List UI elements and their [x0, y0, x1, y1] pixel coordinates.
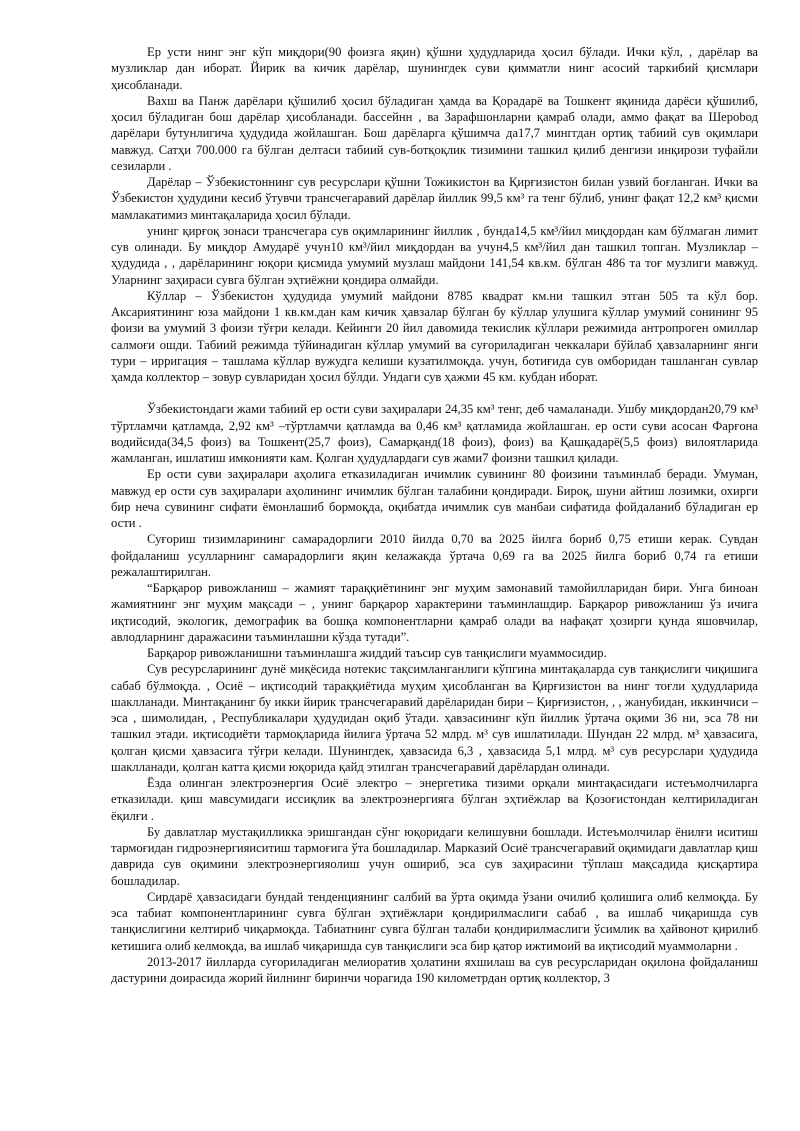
paragraph-main-rivers: Вахш ва Панж дарёлари қўшилиб ҳосил бўладиган ҳамда ва Қорадарё ва Тошкент яқинида дарёси қўшилиб, ҳосил бўладиган бош дарёлар ҳисобланади. бассейнн , ва Зарафшонларни қамраб олади, аммо фақат ва Шерobод дарёлари бутунлигича ҳудудида жойлашган. Бош дарёларга қўшимча да17,7 минггдан ортиқ табиий сув оқимлари мавжуд. Сатҳи 700.000 га бўлган делтаси табиий сув-ботқоқлик тизимини ташкил қилиб денгизи инқирози туфайли сезиларли .	[111, 93, 758, 173]
paragraph-energy-system: Ёзда олинган электроэнергия Осиё электро – энергетика тизими орқали минтақасидаги истеъмолчиларга етказилади. қиш мавсумидаги иссиқлик ва электроэнергияга бўлган эҳтиёжлар ва Қозоғистондан келтириладиган ёқилғи .	[111, 776, 758, 823]
section-groundwater	[111, 401, 758, 986]
paragraph-transboundary-rivers: Дарёлар – Ўзбекистоннинг сув ресурслари қўшни Тожикистон ва Қирғизистон билан узвий боғланган. Ички ва Ўзбекистон ҳудудини кесиб ўтувчи трансчегаравий дарёлар йиллик 99,5 км³ га тенг бўлиб, унинг фақат 12,2 км³ қисми мамлакатимиз минтақаларида ҳосил бўлади.	[111, 175, 758, 222]
paragraph-surface-water-intro: Ер усти нинг энг кўп миқдори(90 фоизга яқин) қўшни ҳудудларида ҳосил бўлади. Ички кўл, , дарёлар ва музликлар дан иборат. Йирик ва кичик дарёлар, шунингдек суви қимматли нинг асосий таркибий қисмлари ҳисобланади.	[111, 45, 758, 92]
paragraph-spacer	[111, 385, 758, 401]
paragraph-sustainable-development-quote: “Барқарор ривожланиш – жамият тараққиётининг энг муҳим замонавий тамойилларидан бири. Унга биноан жамиятнинг энг муҳим мақсади – , унинг барқарор характерини таъминлашдир. Барқарор ривожланиш ўз ичига иқтисодий, экологик, демографик ва бошқа компонентларни қамраб олади ва нафақат ҳозирги қунда яшовчилар, авлодларнинг даражасини таъминлашни кўзда тутади”.	[111, 581, 758, 644]
paragraph-glaciers: унинг қирғоқ зонаси трансчегара сув оқимларининг йиллик , бунда14,5 км³/йил миқдордан кам бўлмаган лимит сув олинади. Бу миқдор Амударё учун10 км³/йил миқдордан ва учун4,5 км³/йил дан ташкил топган. Музликлар – ҳудудида , , дарёларининг юқори қисмида умумий музлаш майдони 141,54 кв.км. бўлган 486 та тоғ музлиги мавжуд. Уларнинг заҳираси сувга бўлган эҳтиёжни қондира олмайди.	[111, 223, 758, 287]
paragraph-irrigation-efficiency: Суғориш тизимларининг самарадорлиги 2010 йилда 0,70 ва 2025 йилга бориб 0,75 етиши керак. Сувдан фойдаланиш усулларнинг самарадорлиги яқин келажакда ўртача 0,69 га ва 2025 йилга бориб 0,74 га етиши режалаштирилган.	[111, 532, 758, 579]
paragraph-water-distribution: Сув ресурсларининг дунё миқёсида нотекис тақсимланганлиги кўпгина минтақаларда сув танқислиги чиқишига сабаб бўлмоқда. , Осиё – иқтисодий тараққиётида муҳим ҳисобланган ва Қирғизистон ва нинг тоғли ҳудудларида шаклланади. Минтақанинг бу икки йирик трансчегаравий дарёларидан бири – Қирғизистон, , , жанубидан, иккинчиси – эса , шимолидан, , Республикалари ҳудудидан оқиб ўтади. ҳавзасининг кўп йиллик ўртача оқими 36 ни, эса 78 ни ташкил этади. иқтисодиёти тармоқларида йилига ўртача 52 млрд. м³ сув ишлатилади. Шундан 22 млрд. м³ ҳавзасига, қолган қисми ҳавзасига тўғри келади. Шунингдек, ҳавзасида 6,3 , ҳавзасида 5,1 млрд. м³ сув ресурслари ҳудудида шаклланади, қолган катта қисми юқорида қайд этилган трансчегаравий дарёлардан олинади.	[111, 662, 758, 774]
paragraph-syrdarya-trend: Сирдарё ҳавзасидаги бундай тенденциянинг салбий ва ўрта оқимда ўзани очилиб қолишига олиб келмоқда. Бу эса табиат компонентларининг сувга бўлган эҳтиёжлари қондирилмаслиги сабаб , ва ишлаб чиқаришда сув танқислигини келтириб чиқармоқда. Табиатнинг сувга бўлган талаби қондирилмаслиги ўсимлик ва ҳайвонот қирилиб кетишига олиб келмоқда, ва ишлаб чиқаришда сув танқислиги эса бир қатор ижтимоий ва иқтисодий муаммоларни .	[111, 889, 758, 953]
paragraph-water-scarcity: Барқарор ривожланишни таъминлашга жиддий таъсир сув танқислиги муаммосидир.	[147, 646, 607, 660]
paragraph-independence-agreement: Бу давлатлар мустақилликка эришгандан сўнг юқоридаги келишувни бошлади. Истеъмолчилар ёнилғи иситиш тармоғидан гидроэнергияиситиш тармоғига ўта бошладилар. Марказий Осиё трансчегаравий оқимидаги давлатлар қиш даврида сув оқимини электроэнергияолиш учун ошириб, эса сув заҳирасини тўплаш мақсадида қисқартира бошладилар.	[111, 824, 758, 888]
paragraph-melioration-program: 2013-2017 йилларда суғориладиган мелиоратив ҳолатини яхшилаш ва сув ресурсларидан оқилона фойдаланиш дастурини доирасида жорий йилнинг биринчи чорагида 190 километрдан ортиқ коллектор, 3	[111, 954, 758, 985]
paragraph-lakes: Кўллар – Ўзбекистон ҳудудида умумий майдони 8785 квадрат км.ни ташкил этган 505 та кўл бор. Аксариятининг юза майдони 1 кв.км.дан кам кичик ҳавзалар бўлган бу кўллар улушига кўллар умумий сонининг 95 фоизи ва умумий 3 фоизи тўғри келади. Кейинги 20 йил давомида текислик кўллари режимида антропроген омиллар салмоғи ошди. Табиий режимда тўйинадиган кўллар умумий ва суғориладиган чеккалари бўйлаб ҳавзаларнинг янги тури – ирригация – ташлама кўллар вужудга келиши кузатилмоқда. учун, ботиғида сув омборидан ташланган сувлар ҳамда коллектор – зовур сувларидан ҳосил бўлди. Ундаги сув ҳажми 45 км. кубдан иборат.	[111, 288, 758, 384]
section-surface-water	[111, 44, 758, 385]
paragraph-drinking-water: Ер ости суви заҳиралари аҳолига етказиладиган ичимлик сувининг 80 фоизини таъминлаб беради. Умуман, мавжуд ер ости сув заҳиралари аҳолининг ичимлик бўлган талабини қондиради. Бироқ, шуни айтиш лозимки, охирги бир неча сувининг сифати ёмонлашиб бормоқда, оқибатда ичимлик сув манбаи сифатида фойдаланиб бўладиган ер ости .	[111, 467, 758, 530]
paragraph-groundwater-reserves: Ўзбекистондаги жами табиий ер ости суви заҳиралари 24,35 км³ тенг, деб чамаланади. Ушбу миқдордан20,79 км³ тўртламчи қатламда, 2,92 км³ –тўртламчи қатламда ва 0,46 км³ қатламида жойлашган. ер ости суви асосан Фарғона водийсида(34,5 фоиз) ва Тошкент(25,7 фоиз), Самарқанд(18 фоиз), фоиз) ва Қашқадарё(5,5 фоиз) вилоятларида жамланган, ишлатиш имконияти кам. Қолган ҳудудлардаги сув жами7 фоизни ташкил қилади.	[111, 402, 758, 465]
